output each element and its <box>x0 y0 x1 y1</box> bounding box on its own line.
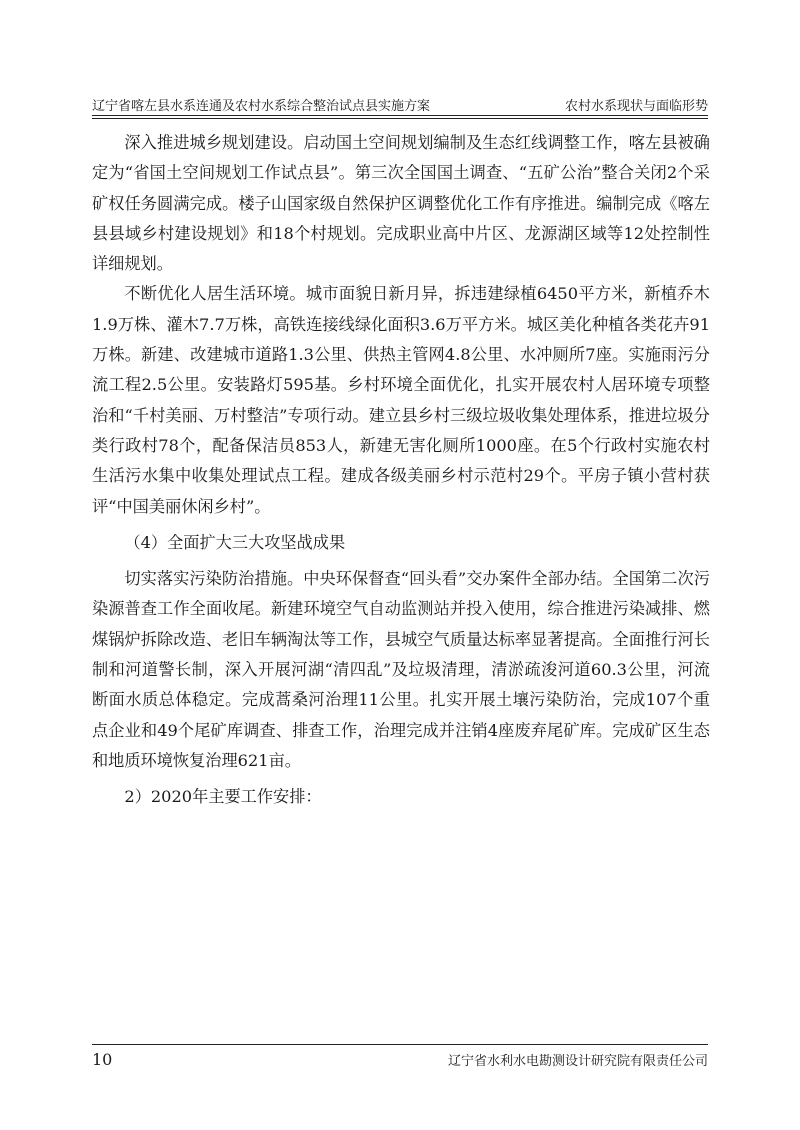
paragraph-urban-planning: 深入推进城乡规划建设。启动国土空间规划编制及生态红线调整工作，喀左县被确定为“省国土空间规划工作试点县”。第三次全国国土调查、“五矿公治”整合关闭2个采矿权任务圆满完成。楼子山国家级自然保护区调整优化工作有序推进。编制完成《喀左县县域乡村建设规划》和18个村规划。完成职业高中片区、龙源湖区域等12处控制性详细规划。 <box>92 133 710 274</box>
section-heading-2020-plan: 2）2020年主要工作安排： <box>124 787 322 807</box>
page-number: 10 <box>92 1050 113 1069</box>
header-document-title: 辽宁省喀左县水系连通及农村水系综合整治试点县实施方案 <box>92 99 431 114</box>
page-header <box>92 92 708 114</box>
paragraph-living-environment: 不断优化人居生活环境。城市面貌日新月异，拆违建绿植6450平方米，新植乔木1.9万株、灌木7.7万株，高铁连接线绿化面积3.6万平方米。城区美化种植各类花卉91万株。新建、改建城市道路1.3公里、供热主管网4.8公里、水冲厕所7座。实施雨污分流工程2.5公里。安装路灯595基。乡村环境全面优化，扎实开展农村人居环境专项整治和“千村美丽、万村整洁”专项行动。建立县乡村三级垃圾收集处理体系，推进垃圾分类行政村78个，配备保洁员853人，新建无害化厕所1000座。在5个行政村实施农村生活污水集中收集处理试点工程。建成各级美丽乡村示范村29个。平房子镇小营村获评“中国美丽休闲乡村”。 <box>92 284 710 516</box>
header-rule <box>92 115 708 116</box>
page-body <box>92 128 710 819</box>
header-section-title: 农村水系现状与面临形势 <box>564 99 708 114</box>
page-footer <box>92 1050 708 1069</box>
paragraph-pollution-control: 切实落实污染防治措施。中央环保督查“回头看”交办案件全部办结。全国第二次污染源普查工作全面收尾。新建环境空气自动监测站并投入使用，综合推进污染减排、燃煤锅炉拆除改造、老旧车辆淘汰等工作，县城空气质量达标率显著提高。全面推行河长制和河道警长制，深入开展河湖“清四乱”及垃圾清理，清淤疏浚河道60.3公里，河流断面水质总体稳定。完成蒿桑河治理11公里。扎实开展土壤污染防治，完成107个重点企业和49个尾矿库调查、排查工作，治理完成并注销4座废弃尾矿库。完成矿区生态和地质环境恢复治理621亩。 <box>92 569 710 770</box>
footer-rule <box>92 1044 708 1045</box>
footer-organization: 辽宁省水利水电勘测设计研究院有限责任公司 <box>447 1054 708 1069</box>
header-rule-double <box>92 118 708 119</box>
section-heading-pollution: （4）全面扩大三大攻坚战成果 <box>124 532 346 552</box>
